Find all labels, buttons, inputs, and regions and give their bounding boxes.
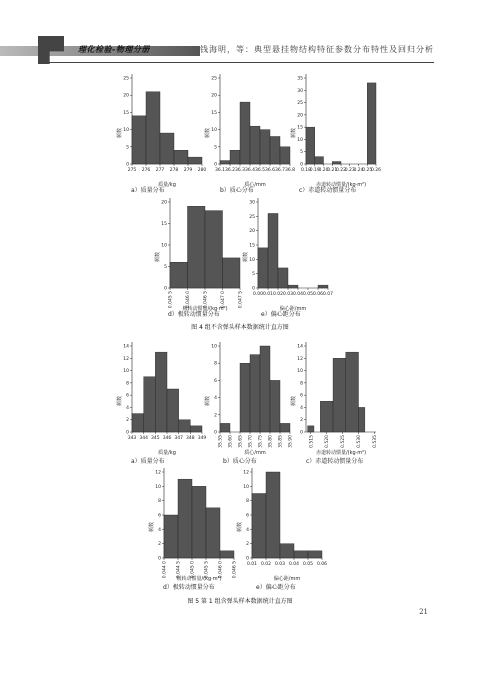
y-tick-label: 4 xyxy=(126,405,129,411)
histogram-bar xyxy=(294,551,308,558)
x-tick-label: 0.22 xyxy=(335,168,347,173)
x-tick-label: 0.045 5 xyxy=(168,291,174,309)
x-tick-label: 0.04 xyxy=(292,292,304,297)
y-tick-label: 10 xyxy=(243,484,249,490)
histogram-bar xyxy=(315,157,324,164)
histogram-bar xyxy=(240,102,250,164)
y-tick-label: 10 xyxy=(297,137,303,143)
x-tick-label: 35.70 xyxy=(248,435,254,448)
chart-f5-equatorial-inertia xyxy=(292,340,382,456)
y-tick-label: 30 xyxy=(249,200,255,206)
chart-f5-centroid xyxy=(206,340,296,456)
histogram-bar xyxy=(320,401,333,432)
y-axis-label: 频数 xyxy=(117,127,123,138)
x-tick-label: 345 xyxy=(151,436,160,441)
x-axis-label: 偏心距/mm xyxy=(279,306,307,312)
y-tick-label: 0 xyxy=(126,162,129,168)
x-axis-label: 偏心距/mm xyxy=(273,576,301,582)
x-tick-label: 344 xyxy=(139,436,148,441)
x-tick-label: 35.75 xyxy=(258,435,264,448)
x-tick-label: 35.85 xyxy=(278,435,284,448)
y-tick-label: 15 xyxy=(211,110,217,116)
histogram-bar xyxy=(160,133,174,164)
y-tick-label: 0 xyxy=(246,556,249,562)
x-tick-label: 347 xyxy=(174,436,183,441)
histogram-bar xyxy=(132,414,144,432)
histogram-bar xyxy=(346,352,359,432)
x-tick-label: 0.05 xyxy=(302,292,314,297)
x-tick-label: 0.02 xyxy=(260,562,272,567)
histogram-bar xyxy=(280,544,294,558)
figure4-caption: 图 4 组不含弹头样本数据统计直方图 xyxy=(191,324,289,331)
y-tick-label: 5 xyxy=(252,272,255,278)
y-tick-label: 2 xyxy=(158,542,161,548)
histogram-bar xyxy=(174,150,188,164)
y-tick-label: 10 xyxy=(155,484,161,490)
x-tick-label: 0.515 xyxy=(309,435,315,448)
y-tick-label: 14 xyxy=(297,344,303,350)
histogram-bar xyxy=(306,127,315,164)
y-tick-label: 6 xyxy=(158,513,161,519)
x-tick-label: 0.07 xyxy=(322,292,334,297)
histogram-bar xyxy=(170,262,188,288)
f4-subcaption-e: e）偏心距分布 xyxy=(261,311,301,318)
x-tick-label: 0.045 0 xyxy=(190,561,196,579)
y-tick-label: 20 xyxy=(297,113,303,119)
y-tick-label: 25 xyxy=(297,101,303,107)
y-tick-label: 25 xyxy=(211,76,217,82)
chart-f4-eccentricity xyxy=(244,196,334,312)
histogram-svg xyxy=(118,340,208,456)
x-tick-label: 343 xyxy=(127,436,137,441)
x-tick-label: 0.045 5 xyxy=(204,561,210,579)
y-tick-label: 2 xyxy=(300,418,303,424)
page-header xyxy=(0,40,480,66)
y-tick-label: 4 xyxy=(158,527,161,533)
histogram-svg xyxy=(238,466,328,582)
y-tick-label: 10 xyxy=(123,128,129,134)
histogram-bar xyxy=(288,285,298,288)
histogram-bar xyxy=(333,358,346,432)
x-tick-label: 0.21 xyxy=(327,168,338,173)
x-tick-label: 36.6 xyxy=(264,168,276,173)
y-tick-label: 10 xyxy=(161,243,167,249)
f4-subcaption-c: c）赤道转动惯量分布 xyxy=(299,187,357,194)
x-tick-label: 0.01 xyxy=(246,562,258,567)
y-tick-label: 25 xyxy=(123,76,129,82)
x-tick-label: 0.044 0 xyxy=(162,561,168,579)
histogram-bar xyxy=(318,285,328,288)
x-tick-label: 0.24 xyxy=(353,168,364,173)
histogram-bar xyxy=(178,479,192,558)
x-axis-label: 极转动惯量/(kg·m²) xyxy=(182,306,228,312)
y-tick-label: 10 xyxy=(297,369,303,375)
x-tick-label: 0.18 xyxy=(300,168,312,173)
y-tick-label: 4 xyxy=(300,405,303,411)
y-axis-label: 频数 xyxy=(149,521,155,532)
y-tick-label: 14 xyxy=(123,344,129,350)
x-tick-label: 276 xyxy=(141,168,151,173)
x-tick-label: 0.23 xyxy=(344,168,355,173)
y-axis-label: 频数 xyxy=(117,395,123,406)
x-tick-label: 0.26 xyxy=(370,168,382,173)
y-tick-label: 15 xyxy=(249,243,255,249)
histogram-svg xyxy=(150,466,240,582)
y-tick-label: 4 xyxy=(214,396,217,402)
y-tick-label: 6 xyxy=(246,513,249,519)
histogram-bar xyxy=(155,352,167,432)
y-tick-label: 2 xyxy=(246,542,249,548)
y-tick-label: 35 xyxy=(297,76,303,82)
y-tick-label: 20 xyxy=(211,93,217,99)
x-tick-label: 36.1 xyxy=(214,168,226,173)
histogram-bar xyxy=(220,551,234,558)
x-axis-label: 极转动惯量/(kg·m²) xyxy=(176,576,222,582)
y-tick-label: 0 xyxy=(300,162,303,168)
histogram-bar xyxy=(132,116,146,164)
y-axis-label: 频数 xyxy=(243,251,249,262)
x-tick-label: 0.06 xyxy=(312,292,324,297)
histogram-bar xyxy=(206,508,220,558)
y-tick-label: 12 xyxy=(297,356,303,362)
x-tick-label: 0.046 0 xyxy=(186,291,191,309)
histogram-bar xyxy=(164,515,178,558)
page-number: 21 xyxy=(419,608,428,616)
histogram-bar xyxy=(205,211,223,288)
x-tick-label: 0.01 xyxy=(262,292,274,297)
histogram-bar xyxy=(268,213,278,288)
y-tick-label: 6 xyxy=(214,378,217,384)
x-axis-label: 质量/kg xyxy=(158,182,176,188)
histogram-svg xyxy=(206,340,296,456)
x-tick-label: 346 xyxy=(162,436,172,441)
y-axis-label: 频数 xyxy=(291,395,297,406)
x-tick-label: 35.65 xyxy=(238,435,244,448)
histogram-bar xyxy=(266,472,280,558)
y-tick-label: 4 xyxy=(246,527,249,533)
journal-logo-text: 理化检验-物理分册 xyxy=(78,45,150,54)
x-tick-label: 0.03 xyxy=(282,292,294,297)
y-tick-label: 2 xyxy=(214,413,217,419)
y-tick-label: 10 xyxy=(123,369,129,375)
x-tick-label: 0.044 5 xyxy=(176,561,182,579)
histogram-bar xyxy=(280,423,290,432)
histogram-bar xyxy=(280,147,290,164)
histogram-bar xyxy=(270,136,280,164)
chart-f5-polar-inertia xyxy=(150,466,240,582)
f5-subcaption-d: d）极转动惯量分布 xyxy=(163,584,215,591)
x-tick-label: 0.05 xyxy=(302,562,314,567)
x-tick-label: 35.90 xyxy=(288,435,294,448)
y-tick-label: 12 xyxy=(155,470,161,476)
histogram-bar xyxy=(367,83,376,164)
x-tick-label: 280 xyxy=(197,168,207,173)
x-tick-label: 279 xyxy=(183,168,193,173)
y-tick-label: 8 xyxy=(246,499,249,505)
chart-f4-mass xyxy=(118,72,208,188)
x-tick-label: 0.02 xyxy=(272,292,284,297)
y-tick-label: 0 xyxy=(214,162,217,168)
x-tick-label: 0.20 xyxy=(318,168,329,173)
x-tick-label: 0.25 xyxy=(362,168,373,173)
histogram-bar xyxy=(258,248,268,288)
f5-subcaption-a: a）质量分布 xyxy=(131,458,165,465)
f5-subcaption-e: e）偏心距分布 xyxy=(256,584,296,591)
x-tick-label: 0.047 5 xyxy=(238,291,244,309)
x-tick-label: 36.4 xyxy=(244,168,256,173)
y-tick-label: 5 xyxy=(164,265,167,270)
x-axis-label: 质心/mm xyxy=(244,182,266,188)
y-tick-label: 0 xyxy=(300,430,303,436)
x-tick-label: 36.3 xyxy=(234,168,246,173)
histogram-bar xyxy=(270,380,280,432)
histogram-bar xyxy=(188,157,202,164)
histogram-bar xyxy=(252,494,266,559)
histogram-svg xyxy=(244,196,334,312)
y-tick-label: 10 xyxy=(211,344,217,350)
histogram-bar xyxy=(240,363,250,432)
x-tick-label: 35.55 xyxy=(218,435,224,448)
x-tick-label: 36.7 xyxy=(274,168,286,173)
histogram-bar xyxy=(308,426,314,432)
y-tick-label: 20 xyxy=(161,200,167,206)
histogram-bar xyxy=(230,150,240,164)
histogram-bar xyxy=(260,346,270,432)
y-tick-label: 0 xyxy=(252,286,255,292)
x-tick-label: 0.046 5 xyxy=(203,291,209,309)
histogram-bar xyxy=(278,268,288,288)
histogram-svg xyxy=(118,72,208,188)
x-tick-label: 0.046 5 xyxy=(232,561,238,579)
chart-f4-centroid xyxy=(206,72,296,188)
x-tick-label: 0.06 xyxy=(316,562,328,567)
y-tick-label: 12 xyxy=(123,356,129,362)
y-tick-label: 8 xyxy=(214,361,217,367)
y-tick-label: 8 xyxy=(158,499,161,505)
x-tick-label: 275 xyxy=(127,168,137,173)
y-tick-label: 25 xyxy=(249,214,255,220)
y-axis-label: 频数 xyxy=(155,251,161,262)
x-tick-label: 0.520 xyxy=(325,435,331,448)
x-tick-label: 36.2 xyxy=(224,168,236,173)
histogram-bar xyxy=(167,389,179,432)
running-title: 钱海明，等：典型悬挂物结构特征参数分布特性及回归分析 xyxy=(200,45,434,54)
y-tick-label: 5 xyxy=(300,150,303,156)
y-tick-label: 8 xyxy=(300,381,303,387)
histogram-bar xyxy=(192,486,206,558)
y-tick-label: 20 xyxy=(249,229,255,235)
journal-logo-icon xyxy=(38,36,64,64)
histogram-bar xyxy=(144,377,156,432)
y-tick-label: 6 xyxy=(126,393,129,399)
x-tick-label: 35.60 xyxy=(228,435,234,448)
x-tick-label: 278 xyxy=(169,168,179,173)
x-tick-label: 0.00 xyxy=(252,292,264,297)
histogram-bar xyxy=(250,355,260,432)
y-axis-label: 频数 xyxy=(205,395,211,406)
header-rule xyxy=(40,62,434,63)
y-tick-label: 15 xyxy=(161,222,167,227)
histogram-bar xyxy=(308,551,322,558)
x-tick-label: 0.530 xyxy=(357,435,362,448)
y-tick-label: 30 xyxy=(297,88,303,94)
y-tick-label: 12 xyxy=(243,470,249,476)
chart-f4-equatorial-inertia xyxy=(292,72,382,188)
y-tick-label: 15 xyxy=(297,125,303,131)
y-axis-label: 频数 xyxy=(237,521,243,532)
histogram-bar xyxy=(332,162,341,164)
y-tick-label: 15 xyxy=(123,110,129,116)
x-tick-label: 277 xyxy=(155,168,165,173)
x-tick-label: 0.047 0 xyxy=(221,291,226,309)
figure5-caption: 图 5 第 1 组含弹头样本数据统计直方图 xyxy=(187,598,293,605)
y-tick-label: 2 xyxy=(126,418,129,424)
histogram-bar xyxy=(260,130,270,164)
x-axis-label: 赤道转动惯量/(kg·m²) xyxy=(315,450,367,456)
chart-f5-eccentricity xyxy=(238,466,328,582)
x-tick-label: 0.525 xyxy=(341,435,347,448)
y-tick-label: 0 xyxy=(126,430,129,436)
y-axis-label: 频数 xyxy=(205,127,211,138)
x-tick-label: 35.80 xyxy=(268,435,274,448)
x-axis-label: 质心/mm xyxy=(244,450,266,456)
x-axis-label: 赤道转动惯量/(kg·m²) xyxy=(315,182,367,188)
y-tick-label: 10 xyxy=(249,257,255,263)
histogram-bar xyxy=(220,423,230,432)
f4-subcaption-b: b）质心分布 xyxy=(220,187,254,194)
histogram-bar xyxy=(220,161,230,164)
x-tick-label: 349 xyxy=(197,436,207,441)
y-axis-label: 频数 xyxy=(291,127,297,138)
x-axis-label: 质量/kg xyxy=(158,450,176,456)
f5-subcaption-c: c）赤道转动惯量分布 xyxy=(306,458,364,465)
x-tick-label: 0.19 xyxy=(309,168,320,173)
y-tick-label: 0 xyxy=(214,430,217,436)
histogram-bar xyxy=(179,420,191,432)
x-tick-label: 348 xyxy=(186,436,195,441)
x-tick-label: 36.8 xyxy=(284,168,296,173)
y-tick-label: 8 xyxy=(126,381,129,387)
histogram-svg xyxy=(292,340,382,456)
x-tick-label: 0.03 xyxy=(274,562,286,567)
histogram-bar xyxy=(146,92,160,164)
x-tick-label: 36.5 xyxy=(254,168,266,173)
y-tick-label: 10 xyxy=(211,128,217,134)
y-tick-label: 0 xyxy=(158,556,161,562)
chart-f5-mass xyxy=(118,340,208,456)
histogram-svg xyxy=(206,72,296,188)
histogram-svg xyxy=(292,72,382,188)
y-tick-label: 20 xyxy=(123,93,129,99)
f4-subcaption-d: d）极转动惯量分布 xyxy=(168,311,220,318)
f4-subcaption-a: a）质量分布 xyxy=(131,187,165,194)
chart-f4-polar-inertia xyxy=(156,196,246,312)
f5-subcaption-b: b）质心分布 xyxy=(223,458,257,465)
histogram-bar xyxy=(250,126,260,164)
y-tick-label: 6 xyxy=(300,393,303,399)
histogram-bar xyxy=(223,258,241,288)
x-tick-label: 0.046 0 xyxy=(218,561,224,579)
histogram-bar xyxy=(359,407,365,432)
histogram-bar xyxy=(188,206,206,288)
histogram-bar xyxy=(190,426,202,432)
y-tick-label: 0 xyxy=(164,286,167,292)
x-tick-label: 0.535 xyxy=(372,435,378,448)
histogram-svg xyxy=(156,196,246,312)
x-tick-label: 0.04 xyxy=(288,562,300,567)
y-tick-label: 5 xyxy=(126,145,129,151)
y-tick-label: 5 xyxy=(214,145,217,151)
